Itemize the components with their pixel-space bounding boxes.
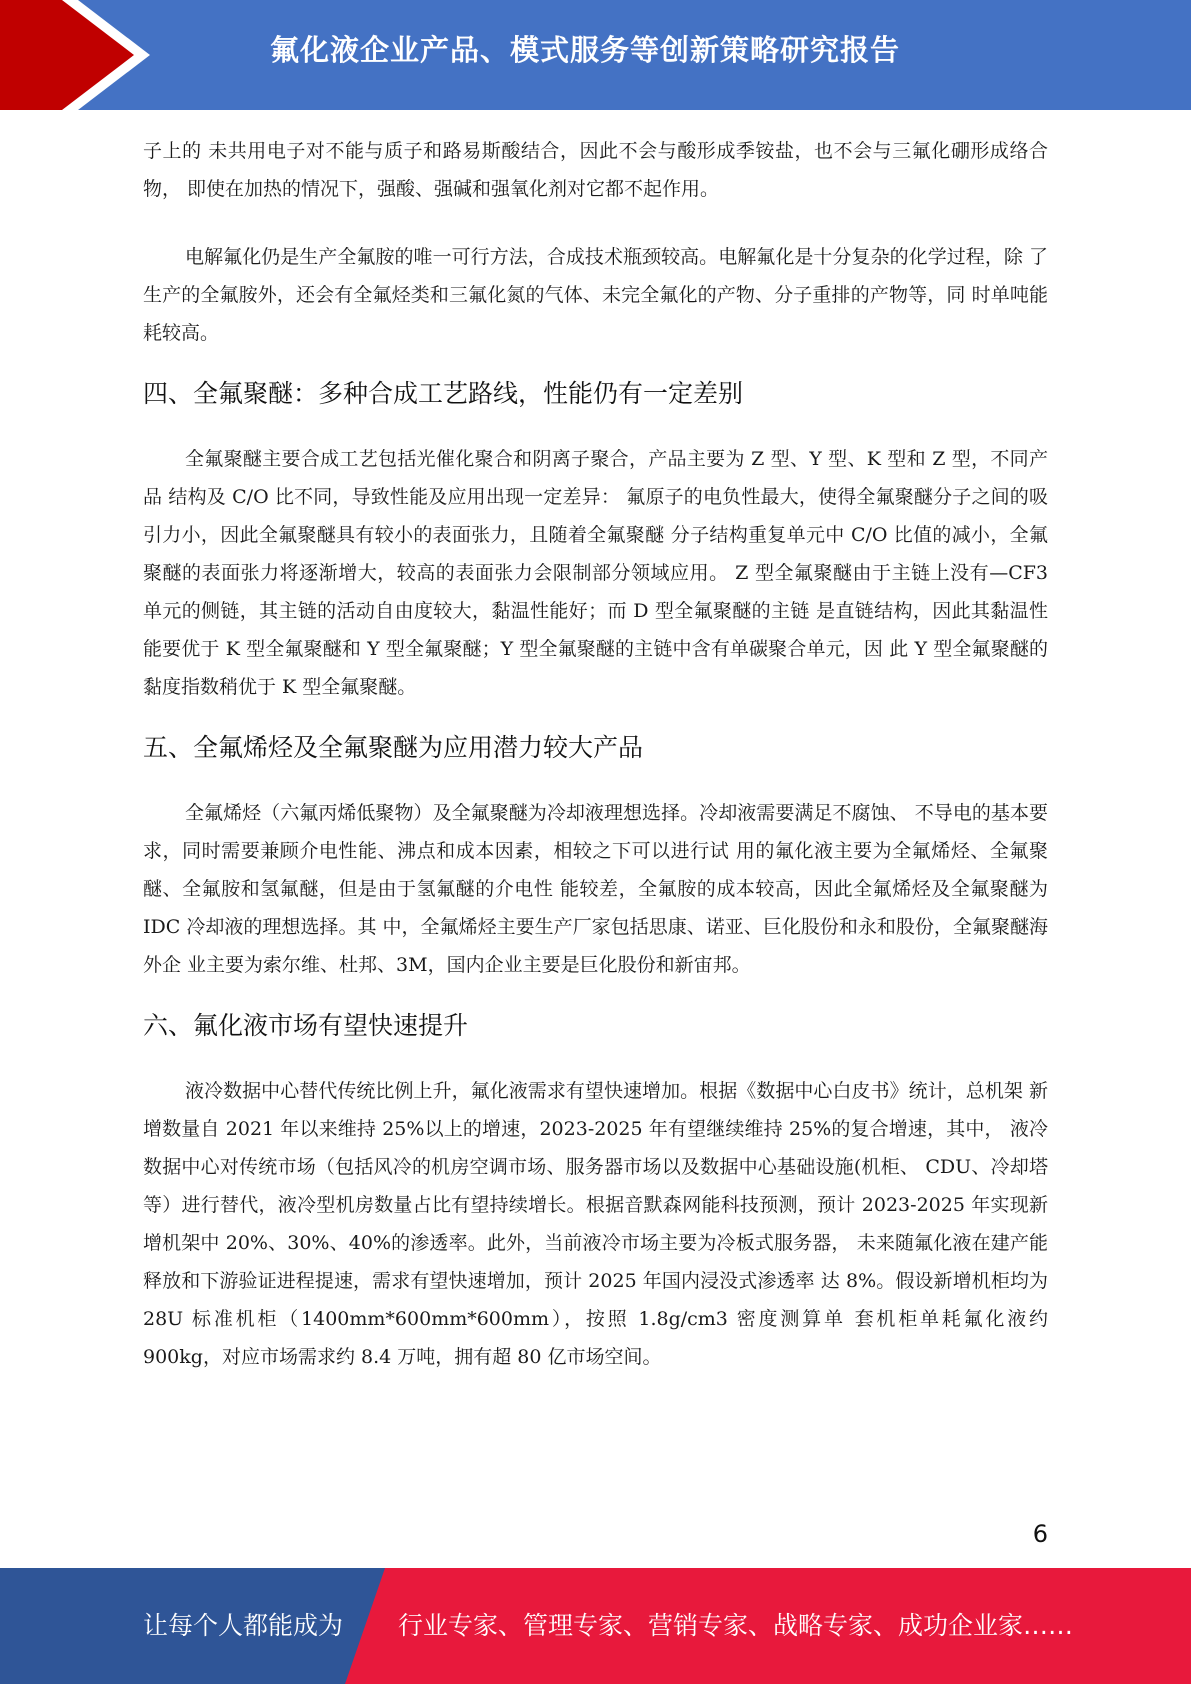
page-header [0,0,1191,110]
section-heading-5: 五、全氟烯烃及全氟聚醚为应用潜力较大产品 [143,733,644,762]
section-heading-4: 四、全氟聚醚：多种合成工艺路线，性能仍有一定差别 [143,379,744,408]
paragraph-3: 全氟聚醚主要合成工艺包括光催化聚合和阴离子聚合，产品主要为 Z 型、Y 型、K 型和 Z 型，不同产品 结构及 C/O 比不同，导致性能及应用出现一定差异： 氟原子的电负性最大，使得全氟聚醚分子之间的吸引力小，因此全氟聚醚具有较小的表面张力，且随着全氟聚醚 分子结构重复单元中 C/O 比值的减小，全氟聚醚的表面张力将逐渐增大，较高的表面张力会限制部分领域应用。 Z 型全氟聚醚由于主链上没有—CF3 单元的侧链，其主链的活动自由度较大，黏温性能好；而 D 型全氟聚醚的主链 是直链结构，因此其黏温性能要优于 K 型全氟聚醚和 Y 型全氟聚醚；Y 型全氟聚醚的主链中含有单碳聚合单元，因 此 Y 型全氟聚醚的黏度指数稍优于 K 型全氟聚醚。 [143,448,1048,698]
page-footer [0,1568,1191,1684]
footer-slogan-right: 行业专家、管理专家、营销专家、战略专家、成功企业家…… [398,1611,1074,1640]
paragraph-2: 电解氟化仍是生产全氟胺的唯一可行方法，合成技术瓶颈较高。电解氟化是十分复杂的化学过程，除 了生产的全氟胺外，还会有全氟烃类和三氟化氮的气体、未完全氟化的产物、分子重排的产物等，同 时单吨能耗较高。 [143,246,1048,344]
paragraph-1: 子上的 未共用电子对不能与质子和路易斯酸结合，因此不会与酸形成季铵盐，也不会与三氟化硼形成络合物， 即使在加热的情况下，强酸、强碱和强氧化剂对它都不起作用。 [143,140,1048,200]
header-title: 氟化液企业产品、模式服务等创新策略研究报告 [270,33,901,67]
footer-slogan-left: 让每个人都能成为 [143,1611,344,1640]
paragraph-4: 全氟烯烃（六氟丙烯低聚物）及全氟聚醚为冷却液理想选择。冷却液需要满足不腐蚀、 不导电的基本要求，同时需要兼顾介电性能、沸点和成本因素，相较之下可以进行试 用的氟化液主要为全氟烯烃、全氟聚醚、全氟胺和氢氟醚，但是由于氢氟醚的介电性 能较差，全氟胺的成本较高，因此全氟烯烃及全氟聚醚为 IDC 冷却液的理想选择。其 中，全氟烯烃主要生产厂家包括思康、诺亚、巨化股份和永和股份，全氟聚醚海外企 业主要为索尔维、杜邦、3M，国内企业主要是巨化股份和新宙邦。 [143,802,1048,976]
paragraph-5: 液冷数据中心替代传统比例上升，氟化液需求有望快速增加。根据《数据中心白皮书》统计，总机架 新增数量自 2021 年以来维持 25%以上的增速，2023-2025 年有望继续维持 25%的复合增速，其中， 液冷数据中心对传统市场（包括风冷的机房空调市场、服务器市场以及数据中心基础设施(机柜、 CDU、冷却塔等）进行替代，液冷型机房数量占比有望持续增长。根据音默森网能科技预测，预计 2023-2025 年实现新增机架中 20%、30%、40%的渗透率。此外，当前液冷市场主要为冷板式服务器， 未来随氟化液在建产能释放和下游验证进程提速，需求有望快速增加，预计 2025 年国内浸没式渗透率 达 8%。假设新增机柜均为 28U 标准机柜（1400mm*600mm*600mm），按照 1.8g/cm3 密度测算单 套机柜单耗氟化液约 900kg，对应市场需求约 8.4 万吨，拥有超 80 亿市场空间。 [143,1080,1048,1368]
document-body [143,132,1048,1376]
page-number: 6 [1032,1520,1048,1548]
section-heading-6: 六、氟化液市场有望快速提升 [143,1011,469,1040]
